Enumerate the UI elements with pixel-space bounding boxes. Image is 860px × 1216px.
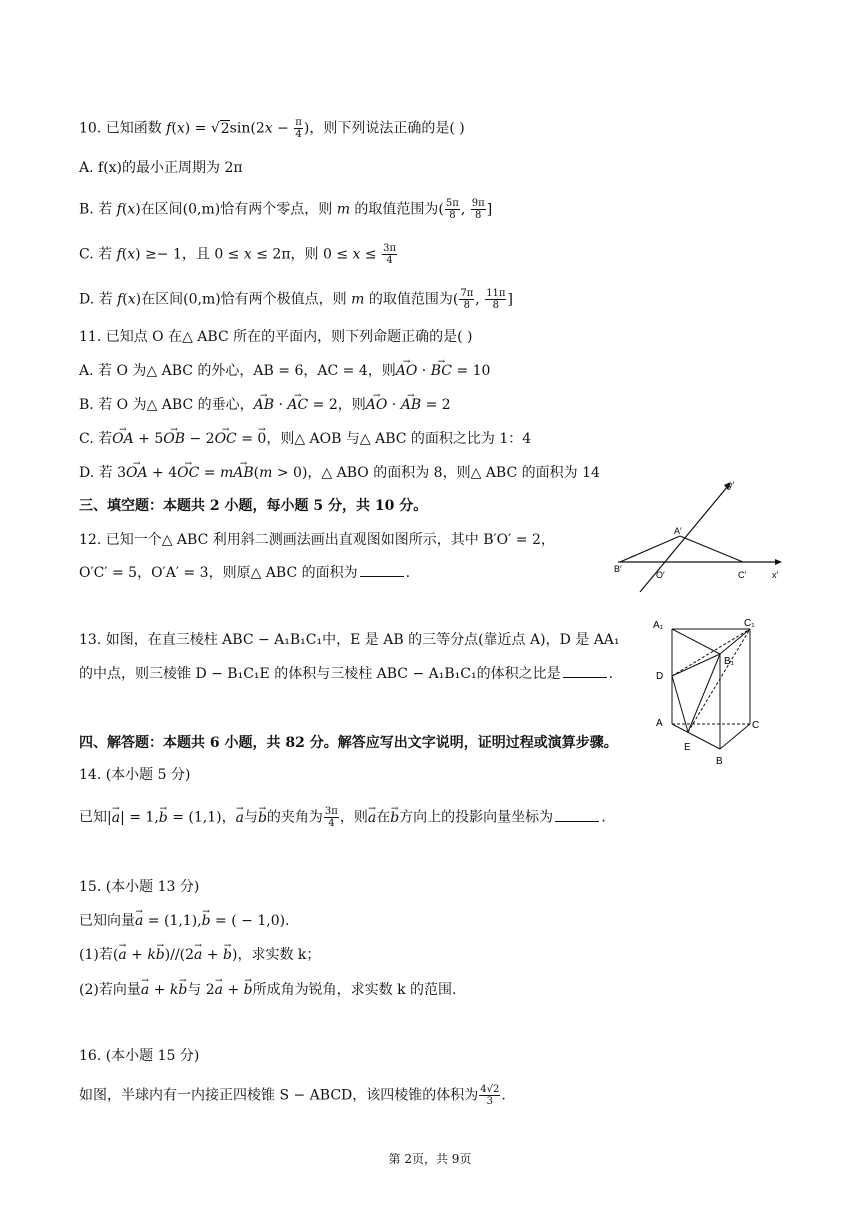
fig12-label-x: x′ xyxy=(772,570,779,580)
fig13-label-c1: C₁ xyxy=(744,618,755,629)
q11-option-d: D. 若 3→ OA + 4→ OC = m→ AB(m > 0)，△ ABO 的面积为 8，则△ ABC 的面积为 14 xyxy=(79,463,600,483)
q10-option-d: D. 若 f(x)在区间(0,m)恰有两个极值点，则 m 的取值范围为( $\frac{7\pi}{8}$ , $\frac{11\pi}{8}$ ] xyxy=(79,288,513,311)
q10-option-b: B. 若 f(x)在区间(0,m)恰有两个零点，则 m 的取值范围为( $\frac{5\pi}{8}$ , $\frac{9\pi}{8}$ ] xyxy=(79,198,493,221)
fig12-label-y: y′ xyxy=(728,480,735,490)
fig13-label-b: B xyxy=(716,756,723,767)
q14-body: 已知|→ a| = 1,→ b = (1,1)，→ a与→ b的夹角为 $\frac{3\pi}{4}$ ，则→ a在→ b方向上的投影向量坐标为 . xyxy=(79,806,606,829)
fig12-label-c: C′ xyxy=(738,570,747,580)
fig13-label-d: D xyxy=(656,671,664,682)
q10-option-c: C. 若 f(x) ≥− 1，且 0 ≤ x ≤ 2π，则 0 ≤ x ≤ $\frac{3\pi}{4}$ xyxy=(79,243,397,266)
q11-option-b: B. 若 O 为△ ABC 的垂心，→ AB · → AC = 2，则→ AO · → AB = 2 xyxy=(79,395,451,415)
q10-stem: 10. 已知函数 f(x) = √2sin(2x − $\frac{\pi}{4}$ )，则下列说法正确的是( ) xyxy=(79,117,465,140)
fig13-label-c: C xyxy=(752,720,760,731)
q15-part2: (2)若向量→ a + k→ b与 2→ a + → b所成角为锐角，求实数 k 的范围. xyxy=(79,980,456,1000)
q14-header: 14. (本小题 5 分) xyxy=(79,767,191,783)
page-footer: 第 2页，共 9页 xyxy=(388,1152,472,1166)
fig12-label-o: O′ xyxy=(656,570,665,580)
q11-stem: 11. 已知点 O 在△ ABC 所在的平面内，则下列命题正确的是( ) xyxy=(79,329,473,345)
q11-option-c: C. 若→ OA + 5→ OB − 2→ OC = → 0，则△ AOB 与△ ABC 的面积之比为 1：4 xyxy=(79,429,531,449)
q12-line2: O′C′ = 5，O′A′ = 3，则原△ ABC 的面积为 . xyxy=(79,565,411,581)
q15-part1: (1)若(→ a + k→ b)//(2→ a + → b)，求实数 k； xyxy=(79,945,320,965)
q12-line1: 12. 已知一个△ ABC 利用斜二测画法画出直观图如图所示，其中 B′O′ = 2， xyxy=(79,532,555,548)
q12-oblique-figure xyxy=(610,474,785,592)
fig12-label-a: A′ xyxy=(674,526,682,536)
q13-line2: 的中点，则三棱锥 D − B₁C₁E 的体积与三棱柱 ABC − A₁B₁C₁的体积之比是 . xyxy=(79,666,614,682)
q15-header: 15. (本小题 13 分) xyxy=(79,879,200,895)
section-4-title: 四、解答题：本题共 6 小题，共 82 分。解答应写出文字说明，证明过程或演算步骤。 xyxy=(79,735,618,751)
q16-body: 如图，半球内有一内接正四棱锥 S − ABCD，该四棱锥的体积为 $\frac{4√2}{3}$ . xyxy=(79,1084,506,1107)
q16-header: 16. (本小题 15 分) xyxy=(79,1048,200,1064)
fig13-label-b1: B₁ xyxy=(724,656,735,667)
fig13-label-a: A xyxy=(656,718,663,729)
fig13-label-a1: A₁ xyxy=(653,620,664,631)
fig12-label-b: B′ xyxy=(614,564,622,574)
fig13-label-e: E xyxy=(684,742,691,753)
q10-option-a: A. f(x)的最小正周期为 2π xyxy=(79,160,243,176)
q15-line1: 已知向量→ a = (1,1),→ b = ( − 1,0). xyxy=(79,911,290,931)
q13-line1: 13. 如图，在直三棱柱 ABC − A₁B₁C₁中，E 是 AB 的三等分点(靠近点 A)，D 是 AA₁ xyxy=(79,632,620,648)
q11-option-a: A. 若 O 为△ ABC 的外心，AB = 6，AC = 4，则→ AO · → BC = 10 xyxy=(79,361,490,381)
section-3-title: 三、填空题：本题共 2 小题，每小题 5 分，共 10 分。 xyxy=(79,498,428,514)
q13-prism-figure xyxy=(650,614,770,770)
